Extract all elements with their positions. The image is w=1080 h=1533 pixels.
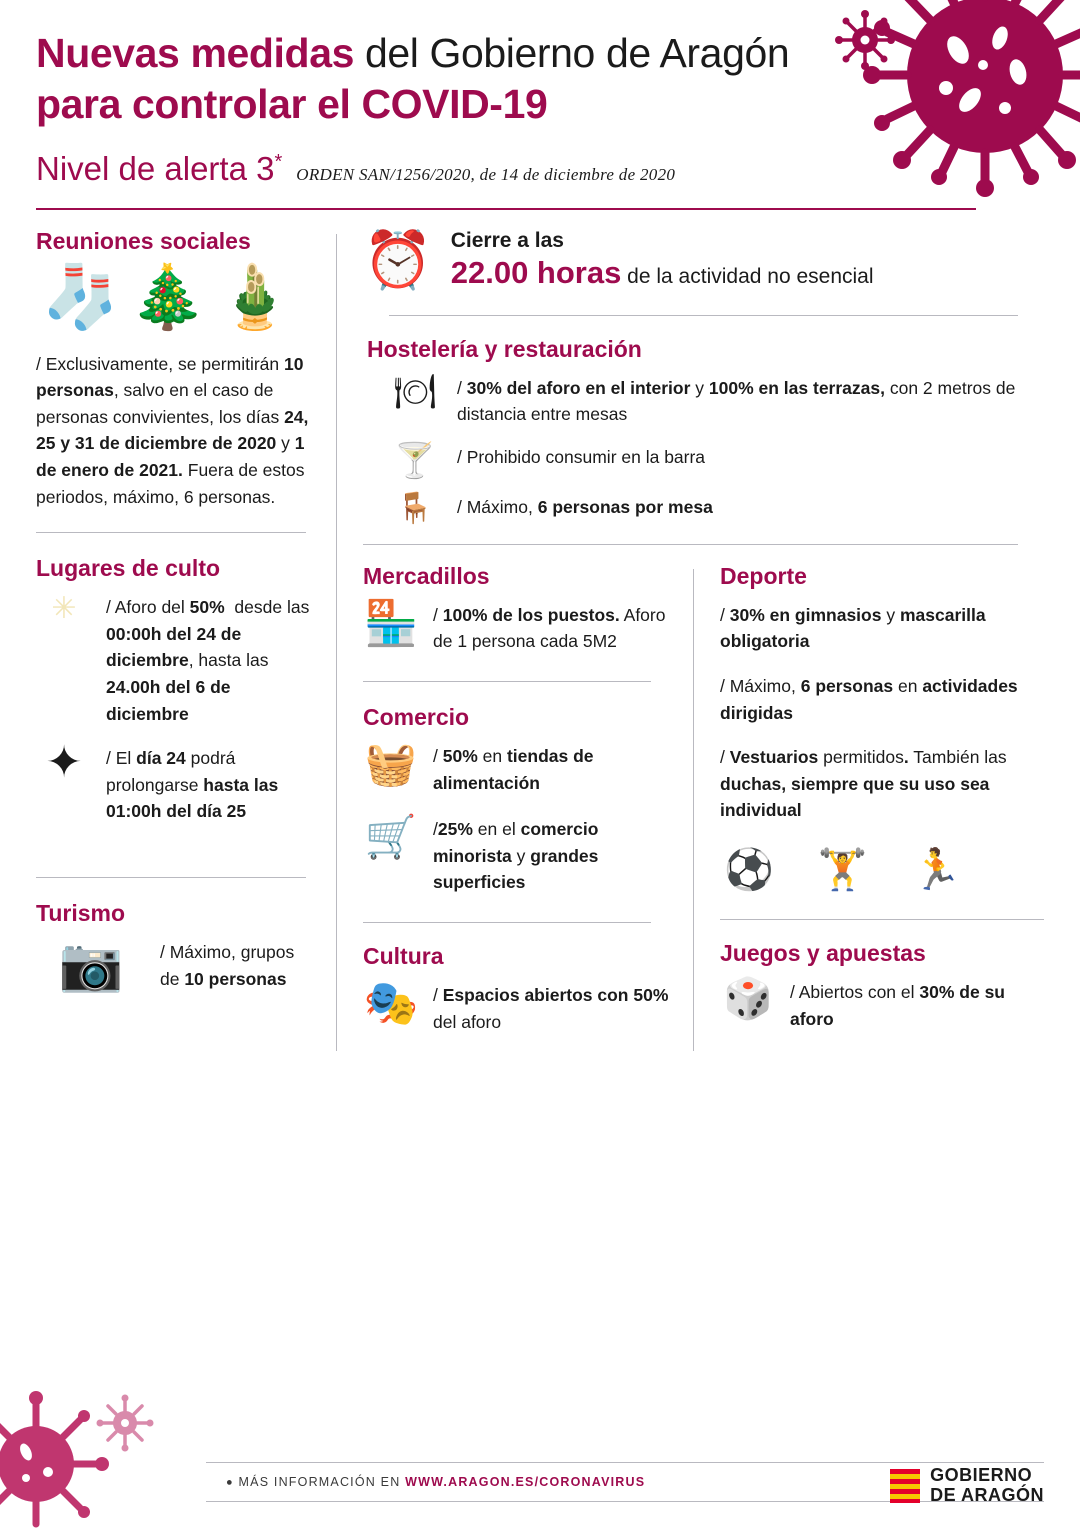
banner-rest: de la actividad no esencial — [621, 264, 874, 288]
star-glow-icon: ✳ — [51, 592, 77, 626]
comercio-item-1 — [363, 740, 671, 796]
mercadillos-text: / 100% de los puestos. Aforo de 1 persona cada 5M2 — [433, 604, 666, 652]
hosteleria-item-1-text: / 30% del aforo en el interior y 100% en las terrazas, con 2 metros de distancia entre mesas — [457, 377, 1016, 425]
section-title-reuniones: Reuniones sociales — [36, 227, 251, 254]
trio-block — [363, 563, 1044, 1051]
aragon-flag-icon — [890, 1469, 920, 1503]
culto-item-2-text: / El día 24 podrá prolongarse hasta las 01:00h del día 25 — [106, 748, 279, 822]
hosteleria-item-3 — [387, 491, 1044, 525]
alert-level-text: Nivel de alerta 3 — [36, 149, 275, 187]
header-divider — [36, 208, 976, 210]
juegos-text: / Abiertos con el 30% de su aforo — [790, 982, 1005, 1029]
grocery-basket-icon: 🧺 — [364, 740, 418, 788]
section-title-hosteleria: Hostelería y restauración — [367, 335, 642, 362]
reuniones-icons — [42, 262, 314, 332]
trio-right — [694, 563, 1044, 1051]
shopping-cart-icon: 🛒 — [364, 813, 418, 861]
cocktail-icon: 🍸 — [393, 441, 437, 480]
hosteleria-item-3-text: / Máximo, 6 personas por mesa — [457, 496, 713, 517]
football-icon: ⚽ — [724, 848, 774, 892]
market-stall-icon: 🏪 — [363, 598, 419, 648]
closing-time-banner — [363, 228, 1044, 293]
four-point-star-icon: ✦ — [45, 738, 83, 788]
cultura-item — [363, 979, 671, 1035]
divider-left-2 — [36, 877, 306, 878]
table-chairs-icon: 🪑 — [396, 491, 434, 525]
juegos-item — [720, 979, 1044, 1032]
government-logo-text — [930, 1466, 1044, 1506]
comercio-item-2-text: /25% en el comercio minorista y grandes superficies — [433, 819, 599, 893]
culto-item-1 — [36, 594, 314, 727]
section-title-comercio: Comercio — [363, 704, 470, 731]
deporte-item-3: / Vestuarios permitidos. También las duchas, siempre que su uso sea individual — [720, 747, 1007, 821]
reuniones-text: / Exclusivamente, se permitirán 10 personas, salvo en el caso de personas convivientes, los días 24, 25 y 31 de diciembre de 2020 y 1 de enero de 2021. Fuera de estos periodos, máximo, 6 personas. — [36, 353, 309, 507]
deporte-item-2: / Máximo, 6 personas en actividades dirigidas — [720, 676, 1018, 723]
christmas-bauble-icon: 🎍 — [216, 262, 294, 332]
divider-right-2 — [363, 544, 1018, 545]
page-title-part2: del Gobierno de Aragón — [354, 30, 790, 76]
turismo-text: / Máximo, grupos de 10 personas — [160, 941, 295, 989]
page-title-part1: Nuevas medidas — [36, 30, 354, 76]
section-title-turismo: Turismo — [36, 899, 126, 926]
dice-icon: 🎲 — [723, 977, 773, 1021]
page-title — [36, 28, 866, 130]
bullet-dot-icon: ● — [226, 1476, 234, 1489]
deporte-icons — [724, 846, 1044, 893]
comercio-item-1-text: / 50% en tiendas de alimentación — [433, 746, 594, 793]
coronavirus-illustration-small-bottom — [95, 1393, 155, 1453]
running-icon: 🏃 — [911, 848, 962, 892]
section-title-juegos: Juegos y apuestas — [720, 940, 926, 966]
culto-item-1-text: / Aforo del 50% desde las 00:00h del 24 de diciembre, hasta las 24.00h del 6 de diciembre — [106, 597, 310, 724]
left-column — [36, 228, 336, 1052]
coronavirus-illustration-bottom-left — [0, 1378, 114, 1528]
order-reference: ORDEN SAN/1256/2020, de 14 de diciembre de 2020 — [296, 164, 676, 184]
more-info-prefix: MÁS INFORMACIÓN EN — [238, 1475, 406, 1489]
section-title-deporte: Deporte — [720, 562, 807, 589]
food-tray-icon: 🍽 — [393, 372, 437, 411]
header — [36, 0, 1044, 210]
divider-right-1 — [389, 315, 1018, 316]
footer-divider-top — [206, 1462, 1044, 1463]
section-title-culto: Lugares de culto — [36, 555, 221, 582]
mercadillos-item — [363, 598, 671, 655]
divider-deporte-juegos — [720, 919, 1044, 920]
alert-level-asterisk: * — [274, 150, 283, 173]
hosteleria-item-2 — [387, 441, 1044, 480]
christmas-stocking-icon: 🧦 — [42, 262, 120, 332]
cultura-text: / Espacios abiertos con 50% del aforo — [433, 985, 669, 1032]
subtitle-row — [36, 150, 1044, 188]
hosteleria-item-1 — [387, 372, 1044, 428]
trio-left — [363, 563, 693, 1051]
banner-line1: Cierre a las — [450, 228, 564, 252]
page-title-part3: para controlar el COVID-19 — [36, 80, 548, 127]
alarm-clock-icon: ⏰ — [363, 228, 433, 292]
deporte-item-1: / 30% en gimnasios y mascarilla obligatoria — [720, 604, 986, 652]
government-logo — [890, 1466, 1044, 1506]
section-title-cultura: Cultura — [363, 943, 444, 969]
main-content — [36, 228, 1044, 1052]
comercio-item-2 — [363, 813, 671, 896]
section-title-mercadillos: Mercadillos — [363, 562, 490, 589]
theatre-masks-icon: 🎭 — [363, 979, 419, 1028]
alert-level — [36, 150, 282, 188]
right-column — [337, 228, 1044, 1052]
divider-left-1 — [36, 532, 306, 533]
weightlifting-icon: 🏋 — [817, 848, 868, 892]
gov-line-2: DE ARAGÓN — [930, 1485, 1044, 1506]
divider-mercadillos-comercio — [363, 681, 651, 682]
banner-big-time: 22.00 horas — [450, 254, 622, 290]
turismo-item — [36, 935, 314, 994]
hosteleria-item-2-text: / Prohibido consumir en la barra — [457, 446, 706, 467]
gov-line-1: GOBIERNO — [930, 1465, 1033, 1486]
divider-comercio-cultura — [363, 922, 651, 923]
christmas-tree-icon: 🎄 — [129, 262, 207, 332]
camera-icon: 📷 — [58, 935, 124, 994]
culto-item-2 — [36, 738, 314, 825]
more-info-url[interactable]: WWW.ARAGON.ES/CORONAVIRUS — [405, 1475, 646, 1489]
footer — [36, 1462, 1044, 1506]
